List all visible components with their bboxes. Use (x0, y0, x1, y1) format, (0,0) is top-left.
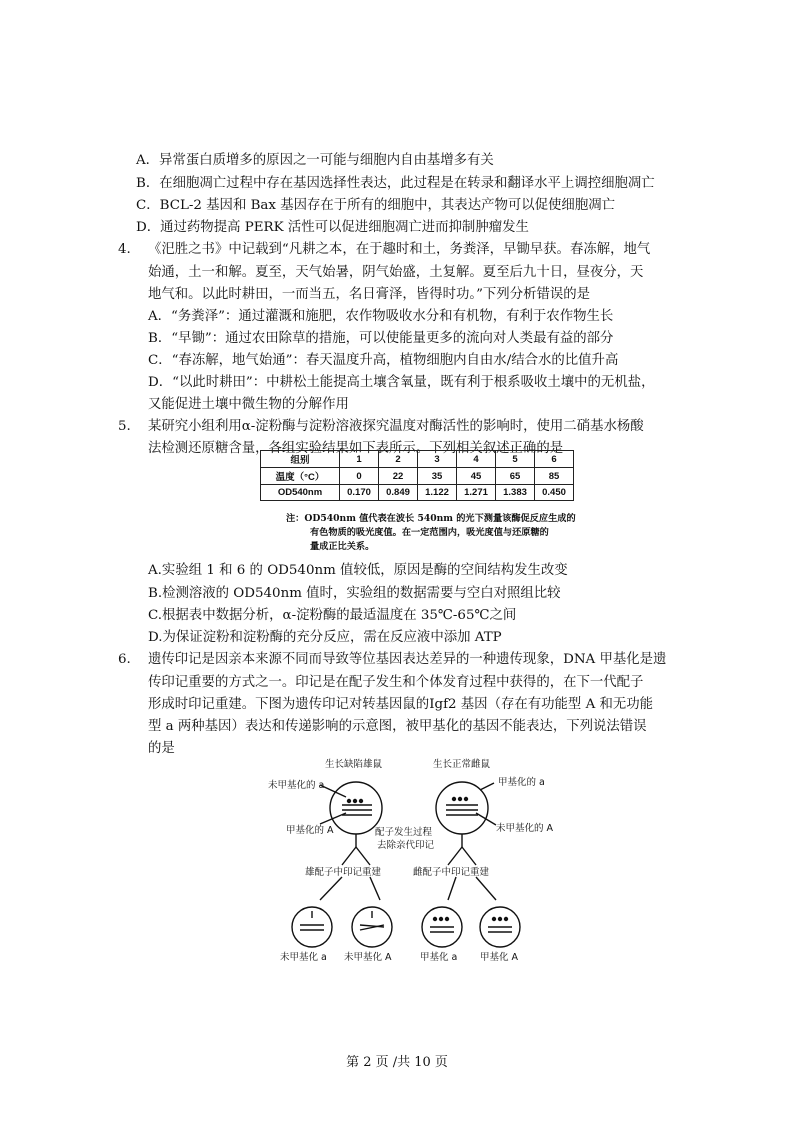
q5-option-c: C.根据表中数据分析，α-淀粉酶的最适温度在 35℃-65℃之间 (148, 608, 517, 623)
q4-option-b: B．“早锄”：通过农田除草的措施，可以使能量更多的流向对人类最有益的部分 (148, 331, 614, 346)
table-cell: 组别 (261, 451, 340, 468)
table-note: 量成正比关系。 (310, 541, 375, 552)
q3-option-b: B．在细胞凋亡过程中存在基因选择性表达，此过程是在转录和翻译水平上调控细胞凋亡 (136, 176, 655, 191)
genomic-imprinting-figure (250, 755, 570, 970)
table-cell: 1.271 (457, 485, 496, 501)
label-unmethylated-A: 未甲基化的 A (496, 823, 554, 834)
q4-number: 4. (118, 242, 131, 257)
q3-option-c: C．BCL-2 基因和 Bax 基因存在于所有的细胞中，其表达产物可以促使细胞凋亡 (136, 198, 615, 213)
label-methylated-A: 甲基化的 A (286, 825, 334, 836)
q6-stem-line: 形成时印记重建。下图为遗传印记对转基因鼠的Ⅰgf2 基因（存在有功能型 A 和无功能 (148, 697, 654, 712)
table-row (261, 468, 574, 485)
q4-option-a: A．“务粪泽”：通过灌溉和施肥，农作物吸收水分和有机物，有利于农作物生长 (148, 309, 614, 324)
process-label: 配子发生过程 (375, 827, 433, 838)
table-cell: 温度（°C） (261, 468, 340, 485)
table-cell: 0.170 (340, 485, 379, 501)
table-cell: 1.122 (418, 485, 457, 501)
q5-option-a: A.实验组 1 和 6 的 OD540nm 值较低，原因是酶的空间结构发生改变 (148, 563, 568, 578)
table-cell: 5 (496, 451, 535, 468)
q3-option-a: A．异常蛋白质增多的原因之一可能与细胞内自由基增多有关 (136, 153, 494, 168)
table-note: 有色物质的吸光度值。在一定范围内，吸光度值与还原糖的 (310, 527, 549, 538)
q5-option-b: B.检测溶液的 OD540nm 值时，实验组的数据需要与空白对照组比较 (148, 586, 561, 601)
table-row (261, 451, 574, 468)
q5-number: 5. (118, 419, 131, 434)
table-cell: 35 (418, 468, 457, 485)
q3-option-d: D．通过药物提高 PERK 活性可以促进细胞凋亡进而抑制肿瘤发生 (136, 220, 529, 235)
q6-stem-line: 型 a 两种基因）表达和传递影响的示意图，被甲基化的基因不能表达，下列说法错误 (148, 719, 647, 734)
label-unmethylated-a: 未甲基化的 a (268, 780, 325, 791)
table-cell: 1.383 (496, 485, 535, 501)
gamete-label: 未甲基化 A (344, 952, 392, 963)
q5-option-d: D.为保证淀粉和淀粉酶的充分反应，需在反应液中添加 ATP (148, 630, 502, 645)
table-cell: OD540nm (261, 485, 340, 501)
q4-option-d-cont: 又能促进土壤中微生物的分解作用 (148, 397, 349, 412)
q6-stem-line: 传印记重要的方式之一。印记是在配子发生和个体发育过程中获得的，在下一代配子 (148, 675, 644, 690)
table-cell: 0.450 (535, 485, 574, 501)
table-cell: 85 (535, 468, 574, 485)
page-footer: 第 2 页 /共 10 页 (346, 1055, 448, 1070)
male-gamete-label: 雄配子中印记重建 (305, 867, 382, 878)
label-methylated-a: 甲基化的 a (498, 777, 545, 788)
q5-stem-line: 法检测还原糖含量，各组实验结果如下表所示。下列相关叙述正确的是 (148, 441, 564, 456)
q4-stem-line: 《汜胜之书》中记载到“凡耕之本，在于趣时和土，务粪泽，早锄早获。春冻解，地气 (148, 242, 651, 257)
q6-stem-line: 的是 (148, 741, 175, 756)
table-row (261, 485, 574, 501)
table-cell: 2 (379, 451, 418, 468)
table-cell: 3 (418, 451, 457, 468)
table-cell: 4 (457, 451, 496, 468)
male-title: 生长缺陷雄鼠 (325, 759, 383, 770)
table-cell: 0 (340, 468, 379, 485)
gamete-label: 甲基化 a (420, 952, 458, 963)
q5-stem-line: 某研究小组利用α-淀粉酶与淀粉溶液探究温度对酶活性的影响时，使用二硝基水杨酸 (148, 419, 644, 434)
table-cell: 6 (535, 451, 574, 468)
table-cell: 0.849 (379, 485, 418, 501)
q6-number: 6. (118, 652, 131, 667)
table-cell: 65 (496, 468, 535, 485)
gamete-label: 甲基化 A (480, 952, 519, 963)
gamete-label: 未甲基化 a (280, 952, 327, 963)
data-table (260, 450, 574, 501)
female-gamete-label: 雌配子中印记重建 (413, 867, 490, 878)
q6-stem-line: 遗传印记是因亲本来源不同而导致等位基因表达差异的一种遗传现象，DNA 甲基化是遗 (148, 652, 667, 667)
table-cell: 22 (379, 468, 418, 485)
process-label: 去除亲代印记 (377, 840, 435, 851)
q4-stem-line: 始通，土一和解。夏至，天气始暑，阴气始盛，土复解。夏至后九十日，昼夜分，天 (148, 265, 644, 280)
q4-option-d: D．“以此时耕田”：中耕松土能提高土壤含氧量，既有利于根系吸收土壤中的无机盐， (148, 375, 655, 390)
table-note: 注：OD540nm 值代表在波长 540nm 的光下测量该酶促反应生成的 (286, 513, 576, 524)
female-title: 生长正常雌鼠 (433, 759, 491, 770)
table-cell: 1 (340, 451, 379, 468)
table-cell: 45 (457, 468, 496, 485)
q4-option-c: C．“春冻解，地气始通”：春天温度升高，植物细胞内自由水/结合水的比值升高 (148, 353, 619, 368)
q4-stem-line: 地气和。以此时耕田，一而当五，名日膏泽，皆得时功。”下列分析错误的是 (148, 287, 591, 302)
